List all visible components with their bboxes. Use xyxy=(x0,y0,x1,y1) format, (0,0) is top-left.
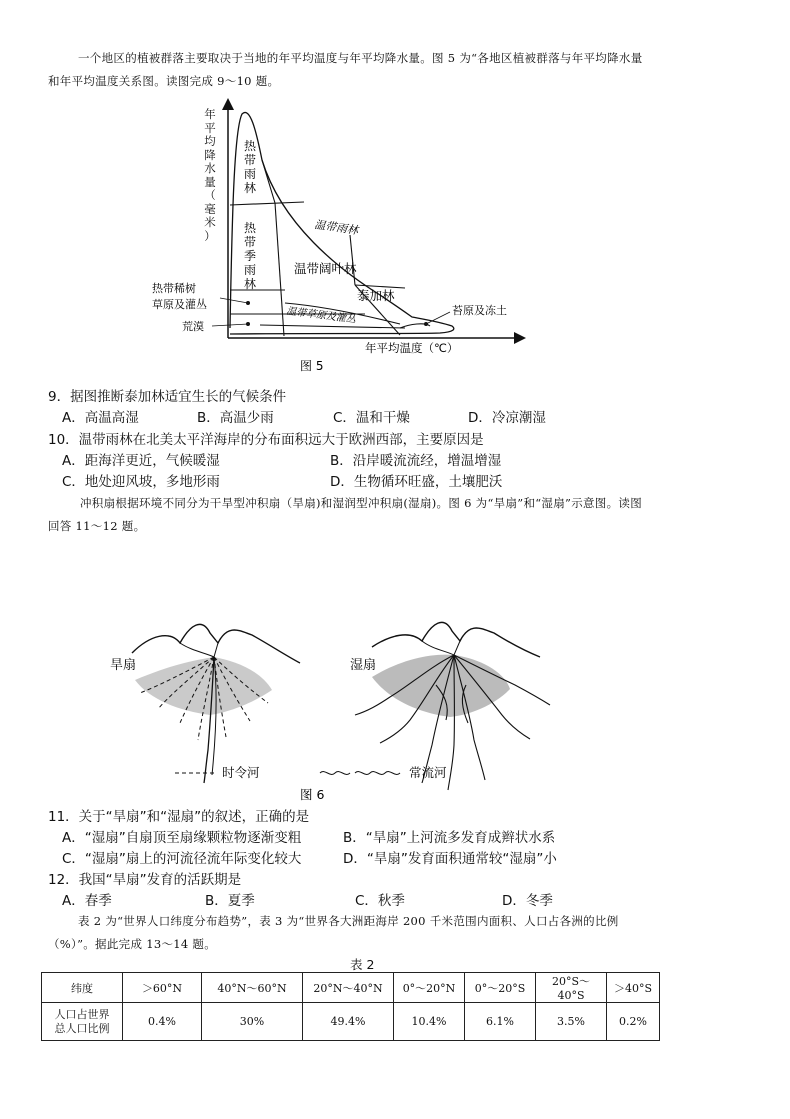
label-tropical-rainforest xyxy=(244,138,257,195)
q10-stem: 10．温带雨林在北美太平洋海岸的分布面积远大于欧洲西部，主要原因是 xyxy=(48,432,484,448)
svg-text:雨: 雨 xyxy=(244,167,257,181)
table-column-header: 0°～20°S xyxy=(465,973,536,1003)
table-row-header: 纬度 xyxy=(42,973,123,1003)
intro2-line-1: 冲积扇根据环境不同分为干旱型冲积扇（旱扇)和湿润型冲积扇(湿扇)。图 6 为“旱扇”和“湿扇”示意图。读图 xyxy=(80,496,642,510)
figure-6-caption: 图 6 xyxy=(300,787,325,802)
table-2 xyxy=(41,972,660,1041)
table-row xyxy=(42,973,660,1003)
table-row-header: 人口占世界 总人口比例 xyxy=(42,1003,123,1041)
label-taiga: 泰加林 xyxy=(357,288,395,303)
table-cell: 3.5% xyxy=(536,1003,607,1041)
table-column-header: 20°S～40°S xyxy=(536,973,607,1003)
svg-text:季: 季 xyxy=(244,249,257,263)
perennial-river-label: 常流河 xyxy=(409,765,447,780)
svg-text:雨: 雨 xyxy=(244,263,257,277)
seasonal-river-label: 时令河 xyxy=(222,765,260,780)
intro-line-1: 一个地区的植被群落主要取决于当地的年平均温度与年平均降水量。图 5 为“各地区植被群落与年平均降水量 xyxy=(78,51,643,65)
svg-text:热: 热 xyxy=(244,139,257,153)
y-axis-label: 年 平 均 降 水 量 （ 毫 米 ） xyxy=(204,107,216,243)
table-cell: 0.4% xyxy=(123,1003,202,1041)
table-column-header: 20°N～40°N xyxy=(303,973,394,1003)
table-row xyxy=(42,1003,660,1041)
q12-option-a[interactable]: A．春季 xyxy=(62,893,112,909)
label-temperate-grassland: 温带草原及灌丛 xyxy=(285,306,357,326)
q9-stem: 9．据图推断泰加林适宜生长的气候条件 xyxy=(48,389,287,405)
intro3-line-1: 表 2 为“世界人口纬度分布趋势”，表 3 为“世界各大洲距海岸 200 千米范围内面积、人口占各洲的比例 xyxy=(78,914,619,928)
q12-option-c[interactable]: C．秋季 xyxy=(355,893,405,909)
svg-text:林: 林 xyxy=(244,277,257,291)
intro-line-2: 和年平均温度关系图。读图完成 9～10 题。 xyxy=(48,74,280,88)
q11-stem: 11．关于“旱扇”和“湿扇”的叙述，正确的是 xyxy=(48,809,310,825)
figure-5-caption: 图 5 xyxy=(300,359,324,373)
table-cell: 10.4% xyxy=(394,1003,465,1041)
figure-6 xyxy=(110,605,610,805)
table-cell: 0.2% xyxy=(607,1003,660,1041)
table-column-header: 40°N～60°N xyxy=(202,973,303,1003)
label-desert: 荒漠 xyxy=(182,320,204,333)
table-cell: 30% xyxy=(202,1003,303,1041)
svg-text:带: 带 xyxy=(244,235,257,249)
q9-option-b[interactable]: B．高温少雨 xyxy=(197,410,274,426)
table-cell: 6.1% xyxy=(465,1003,536,1041)
q11-option-c[interactable]: C．“湿扇”扇上的河流径流年际变化较大 xyxy=(62,851,302,867)
q9-option-a[interactable]: A．高温高湿 xyxy=(62,410,139,426)
q11-option-a[interactable]: A．“湿扇”自扇顶至扇缘颗粒物逐渐变粗 xyxy=(62,830,302,846)
q9-option-c[interactable]: C．温和干燥 xyxy=(333,410,410,426)
label-savanna-2: 草原及灌丛 xyxy=(152,298,207,311)
wet-fan-diagram xyxy=(350,622,550,790)
label-temperate-broadleaf: 温带阔叶林 xyxy=(294,261,357,276)
figure-6-legend xyxy=(175,765,447,802)
q11-option-d[interactable]: D．“旱扇”发育面积通常较“湿扇”小 xyxy=(343,851,557,867)
q12-stem: 12．我国“旱扇”发育的活跃期是 xyxy=(48,872,242,888)
table-column-header: 0°～20°N xyxy=(394,973,465,1003)
label-temperate-rainforest: 温带雨林 xyxy=(313,218,359,238)
q9-option-d[interactable]: D．冷凉潮湿 xyxy=(468,410,546,426)
label-savanna-1: 热带稀树 xyxy=(152,282,196,295)
figure-5 xyxy=(152,100,530,375)
dry-fan-label: 旱扇 xyxy=(110,658,137,673)
svg-text:热: 热 xyxy=(244,221,257,235)
q10-option-a[interactable]: A．距海洋更近，气候暖湿 xyxy=(62,453,220,469)
table-cell: 49.4% xyxy=(303,1003,394,1041)
dry-fan-diagram xyxy=(110,624,300,783)
label-tropical-seasonal-rainforest xyxy=(244,220,257,291)
table-column-header: ＞60°N xyxy=(123,973,202,1003)
table-2-caption: 表 2 xyxy=(350,957,375,972)
svg-text:带: 带 xyxy=(244,153,257,167)
intro3-line-2: （%）”。据此完成 13～14 题。 xyxy=(48,937,217,951)
label-tundra: 苔原及冻土 xyxy=(452,304,507,317)
intro2-line-2: 回答 11～12 题。 xyxy=(48,519,146,533)
q10-option-d[interactable]: D．生物循环旺盛，土壤肥沃 xyxy=(330,474,503,490)
table-column-header: ＞40°S xyxy=(607,973,660,1003)
q12-option-d[interactable]: D．冬季 xyxy=(502,893,553,909)
wet-fan-label: 湿扇 xyxy=(350,658,377,673)
svg-text:林: 林 xyxy=(244,181,257,195)
q10-option-c[interactable]: C．地处迎风坡，多地形雨 xyxy=(62,474,220,490)
q12-option-b[interactable]: B．夏季 xyxy=(205,893,255,909)
q11-option-b[interactable]: B．“旱扇”上河流多发育成辫状水系 xyxy=(343,830,556,846)
q10-option-b[interactable]: B．沿岸暖流流经，增温增湿 xyxy=(330,453,502,469)
x-axis-label: 年平均温度（℃） xyxy=(365,341,459,355)
